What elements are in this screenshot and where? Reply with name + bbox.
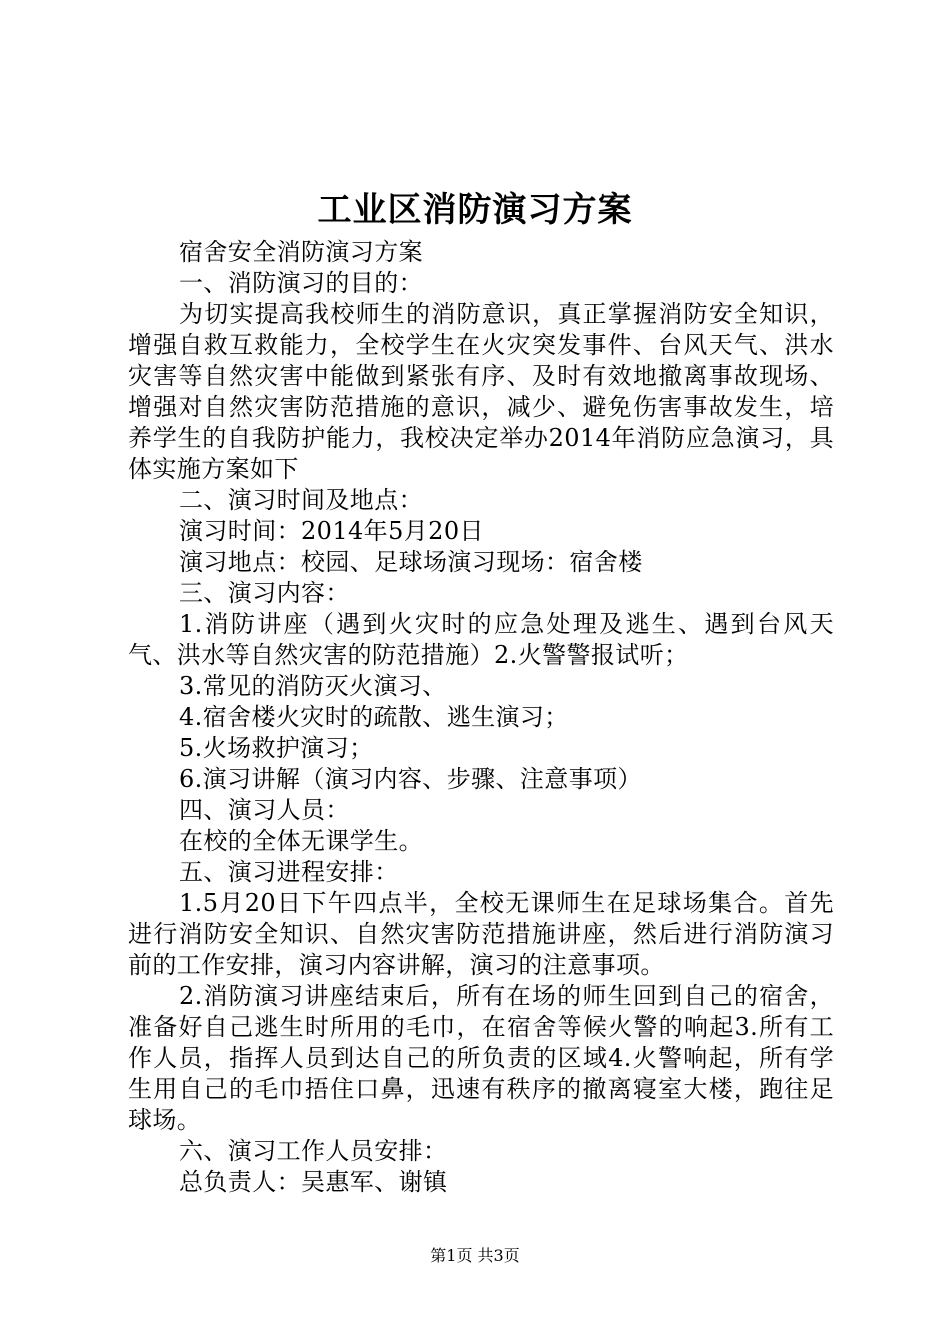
list-item: 1.消防讲座（遇到火灾时的应急处理及逃生、遇到台风天气、洪水等自然灾害的防范措施）2.火警警报试听；	[128, 610, 834, 669]
list-item: 3.常见的消防灭火演习、	[179, 672, 447, 700]
list-item: 6.演习讲解（演习内容、步骤、注意事项）	[179, 765, 642, 793]
paragraph-purpose: 为切实提高我校师生的消防意识，真正掌握消防安全知识，增强自救互救能力，全校学生在火灾突发事件、台风天气、洪水灾害等自然灾害中能做到紧张有序、及时有效地撤离事故现场、增强对自然灾害防范措施的意识，减少、避免伤害事故发生，培养学生的自我防护能力，我校决定举办2014年消防应急演习，具体实施方案如下	[128, 300, 834, 483]
page-footer: 第1页 共3页	[430, 1246, 520, 1265]
document-title: 工业区消防演习方案	[317, 190, 633, 230]
paragraph-subtitle: 宿舍安全消防演习方案	[179, 238, 423, 266]
document-body	[128, 237, 834, 1198]
paragraph-drill-time: 演习时间：2014年5月20日	[179, 517, 484, 545]
list-item: 1.5月20日下午四点半，全校无课师生在足球场集合。首先进行消防安全知识、自然灾害防范措施讲座，然后进行消防演习前的工作安排，演习内容讲解，演习的注意事项。	[128, 889, 834, 979]
paragraph-drill-place: 演习地点：校园、足球场演习现场：宿舍楼	[179, 548, 643, 576]
section-heading-time-place: 二、演习时间及地点：	[179, 486, 423, 514]
paragraph-staff: 总负责人：吴惠军、谢镇	[179, 1168, 448, 1196]
list-item: 4.宿舍楼火灾时的疏散、逃生演习；	[179, 703, 569, 731]
section-heading-staff: 六、演习工作人员安排：	[179, 1137, 448, 1165]
section-heading-personnel: 四、演习人员：	[179, 796, 350, 824]
section-heading-content: 三、演习内容：	[179, 579, 350, 607]
list-item: 2.消防演习讲座结束后，所有在场的师生回到自己的宿舍，准备好自己逃生时所用的毛巾，在宿舍等候火警的响起3.所有工作人员，指挥人员到达自己的所负责的区域4.火警响起，所有学生用自己的毛巾捂住口鼻，迅速有秩序的撤离寝室大楼，跑往足球场。	[128, 982, 834, 1134]
list-item: 5.火场救护演习；	[179, 734, 374, 762]
section-heading-purpose: 一、消防演习的目的：	[179, 269, 423, 297]
section-heading-schedule: 五、演习进程安排：	[179, 858, 399, 886]
paragraph-personnel: 在校的全体无课学生。	[179, 827, 423, 855]
